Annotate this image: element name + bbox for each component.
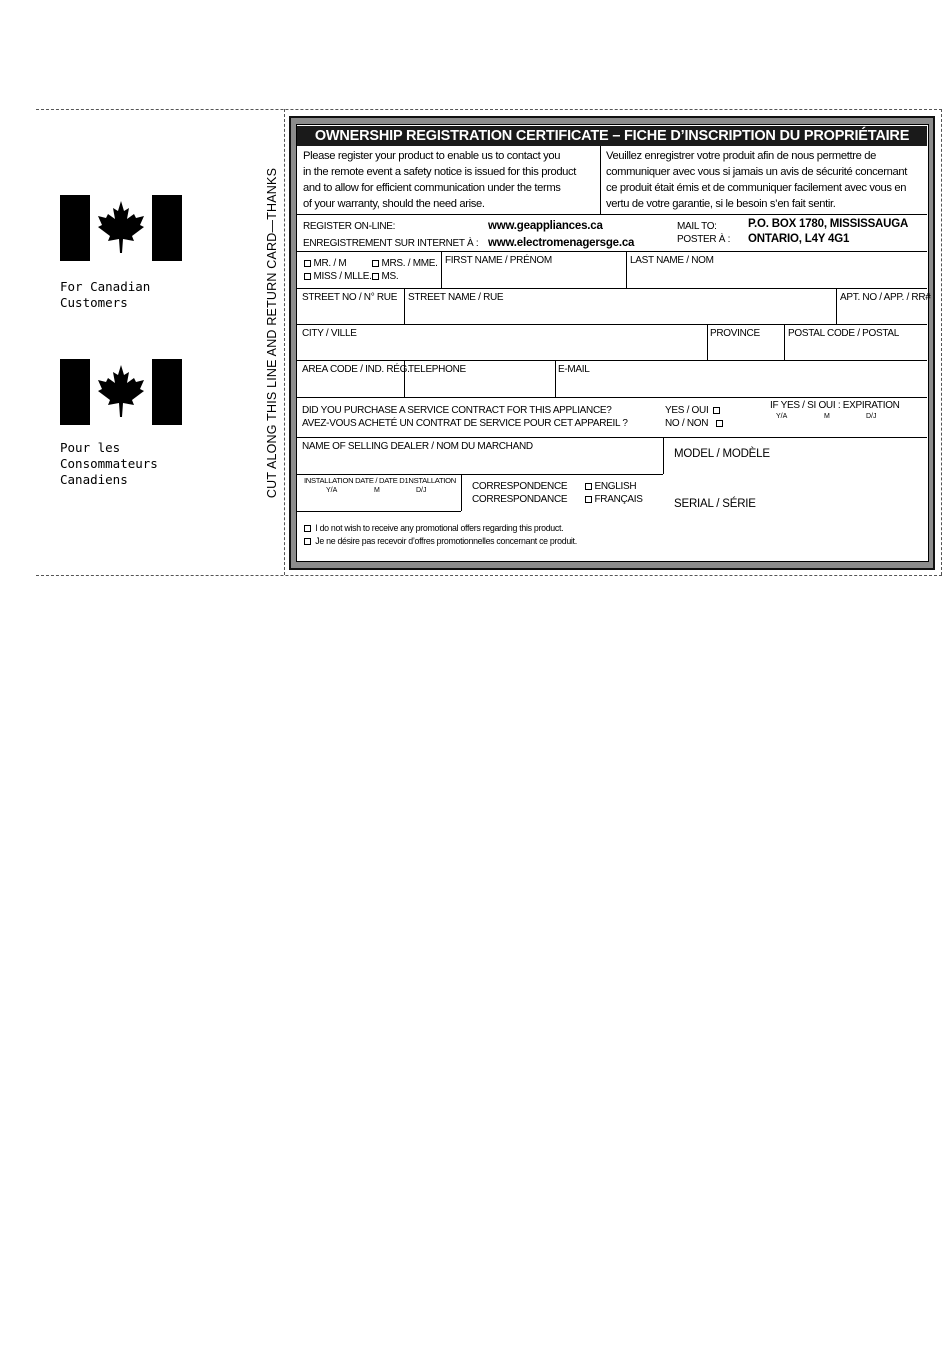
- telephone-field[interactable]: TELEPHONE: [408, 364, 466, 375]
- english-option[interactable]: ENGLISH: [585, 482, 636, 492]
- correspondence-label-en: CORRESPONDENCE: [472, 481, 568, 492]
- cut-guide-right: [941, 109, 942, 575]
- yes-checkbox[interactable]: [713, 407, 720, 414]
- model-field[interactable]: MODEL / MODÈLE: [674, 448, 770, 460]
- optout-en-checkbox[interactable]: [304, 525, 311, 532]
- mail-address-line2: ONTARIO, L4Y 4G1: [748, 233, 850, 245]
- area-code-field[interactable]: AREA CODE / IND. RÉG.: [302, 364, 410, 375]
- mail-to-label-fr: POSTER À :: [677, 234, 731, 245]
- register-online-label-fr: ENREGISTREMENT SUR INTERNET À :: [303, 238, 479, 249]
- first-name-field[interactable]: FIRST NAME / PRÉNOM: [445, 255, 552, 266]
- cut-guide-middle: [284, 109, 285, 575]
- french-option[interactable]: FRANÇAIS: [585, 495, 643, 505]
- expiration-month: M: [824, 413, 830, 420]
- mrs-checkbox[interactable]: [372, 260, 379, 267]
- ms-checkbox[interactable]: [372, 273, 379, 280]
- cut-guide-bottom: [36, 575, 942, 576]
- expiration-day: D/J: [866, 413, 877, 420]
- mail-address-line1: P.O. BOX 1780, MISSISSAUGA: [748, 218, 909, 230]
- serial-field[interactable]: SERIAL / SÉRIE: [674, 498, 756, 510]
- intro-text-fr: Veuillez enregistrer votre produit afin de nous permettre de communiquer avec vous si jamais un avis de sécurité concernant ce produit était émis et de communiquer facilement avec vous en vertu de votre garantie, si le besoin s’en fait sentir.: [606, 150, 908, 210]
- service-contract-question-fr: AVEZ-VOUS ACHETÉ UN CONTRAT DE SERVICE POUR CET APPAREIL ?: [302, 418, 628, 429]
- register-url-fr[interactable]: www.electromenagersge.ca: [488, 237, 635, 249]
- flag-caption-fr: Pour les Consommateurs Canadiens: [60, 440, 158, 487]
- install-year: Y/A: [326, 487, 338, 494]
- install-day: D/J: [416, 487, 427, 494]
- street-number-field[interactable]: STREET NO / N° RUE: [302, 292, 398, 303]
- mail-to-label: MAIL TO:: [677, 221, 717, 232]
- title-mrs-option[interactable]: MRS. / MME.: [372, 259, 438, 269]
- cut-guide-top: [36, 109, 942, 110]
- flag-caption-en: For Canadian Customers: [60, 279, 151, 310]
- dealer-name-field[interactable]: NAME OF SELLING DEALER / NOM DU MARCHAND: [302, 441, 533, 452]
- installation-date-field[interactable]: INSTALLATION DATE / DATE D1NSTALLATION: [304, 476, 456, 485]
- miss-checkbox[interactable]: [304, 273, 311, 280]
- install-month: M: [374, 487, 380, 494]
- register-online-label: REGISTER ON-LINE:: [303, 221, 396, 232]
- english-checkbox[interactable]: [585, 483, 592, 490]
- french-checkbox[interactable]: [585, 496, 592, 503]
- apartment-field[interactable]: APT. NO / APP. / RR#: [840, 292, 931, 303]
- expiration-label[interactable]: IF YES / SI OUI : EXPIRATION: [770, 400, 900, 411]
- optout-fr-checkbox[interactable]: [304, 538, 311, 545]
- title-ms-option[interactable]: MS.: [372, 272, 398, 282]
- no-checkbox[interactable]: [716, 420, 723, 427]
- postal-code-field[interactable]: POSTAL CODE / POSTAL: [788, 328, 900, 339]
- service-contract-yes[interactable]: YES / OUI: [665, 406, 720, 416]
- canada-flag-icon: [60, 195, 182, 261]
- city-field[interactable]: CITY / VILLE: [302, 328, 357, 339]
- mr-checkbox[interactable]: [304, 260, 311, 267]
- optout-en-option[interactable]: I do not wish to receive any promotional offers regarding this product.: [304, 524, 563, 533]
- canada-flag-icon: [60, 359, 182, 425]
- register-url-en[interactable]: www.geappliances.ca: [488, 220, 603, 232]
- province-field[interactable]: PROVINCE: [710, 328, 760, 339]
- last-name-field[interactable]: LAST NAME / NOM: [630, 255, 714, 266]
- street-name-field[interactable]: STREET NAME / RUE: [408, 292, 504, 303]
- service-contract-question-en: DID YOU PURCHASE A SERVICE CONTRACT FOR THIS APPLIANCE?: [302, 405, 612, 416]
- correspondence-label-fr: CORRESPONDANCE: [472, 494, 568, 505]
- optout-fr-option[interactable]: Je ne désire pas recevoir d’offres promotionnelles concernant ce produit.: [304, 537, 577, 546]
- service-contract-no[interactable]: NO / NON: [665, 419, 723, 429]
- title-mr-option[interactable]: MR. / M: [304, 259, 346, 269]
- intro-text-en: Please register your product to enable us to contact you in the remote event a safety notice is issued for this product and to allow for efficient communication under the terms of your warranty, should the need arise.: [303, 150, 577, 210]
- title-miss-option[interactable]: MISS / MLLE.: [304, 272, 372, 282]
- expiration-year: Y/A: [776, 413, 788, 420]
- card-title: OWNERSHIP REGISTRATION CERTIFICATE – FICHE D’INSCRIPTION DU PROPRIÉTAIRE: [297, 126, 927, 146]
- email-field[interactable]: E-MAIL: [558, 364, 590, 375]
